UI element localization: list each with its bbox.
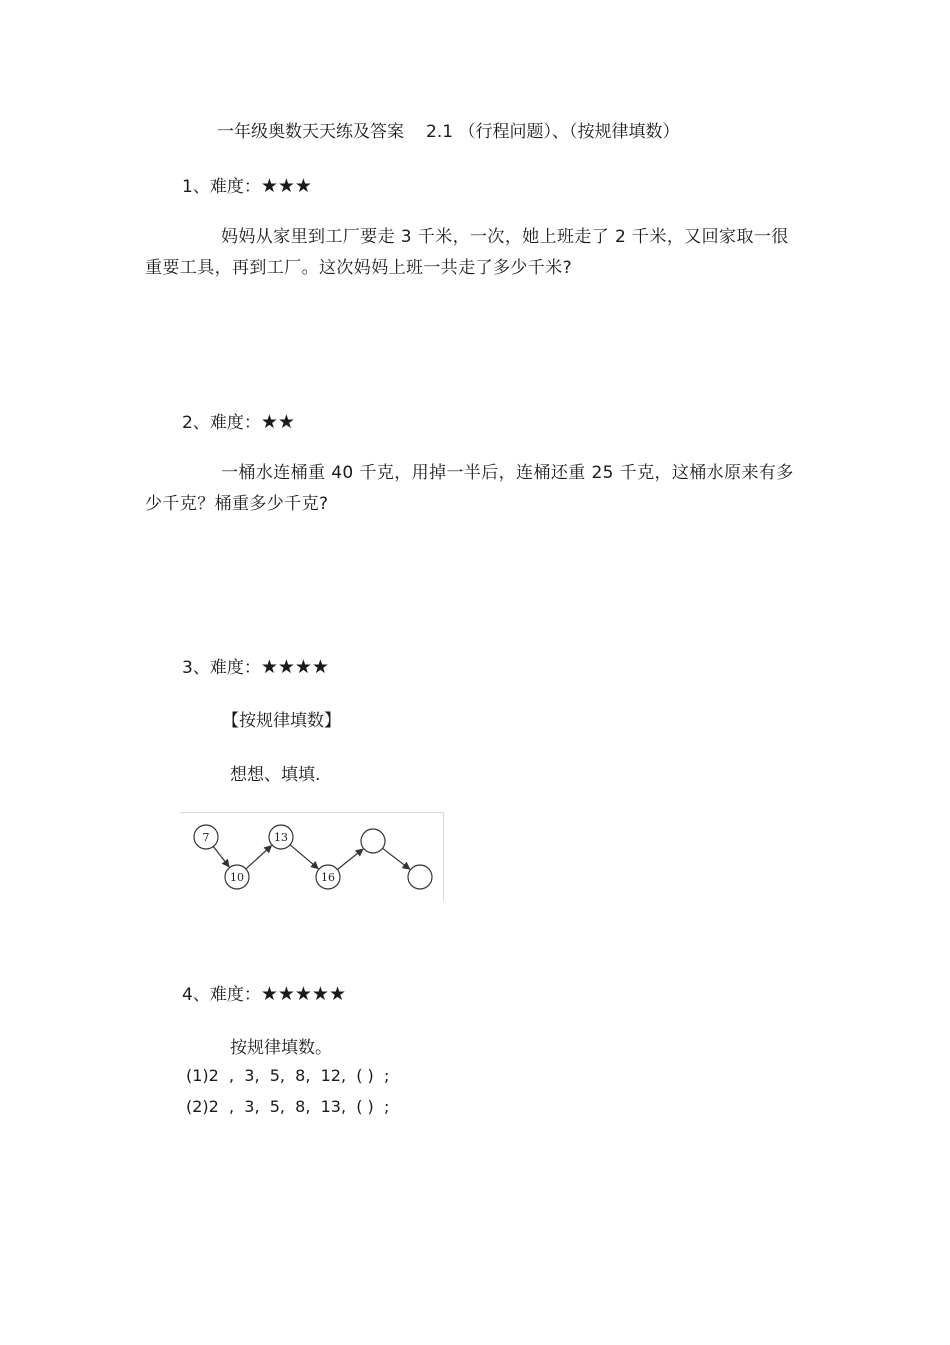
question-4-instruction: 按规律填数。: [230, 1038, 332, 1058]
difficulty-stars: ★★: [260, 411, 295, 433]
pattern-blank-node: [408, 865, 432, 889]
pattern-arrow: [213, 846, 229, 866]
question-3-heading: [182, 653, 329, 678]
pattern-blank-node: [361, 829, 385, 853]
question-2-heading: [182, 408, 295, 433]
pattern-arrow: [246, 846, 272, 869]
pattern-diagram: [180, 813, 443, 901]
question-4-label: 4、难度：: [182, 985, 261, 1005]
pattern-node-label: 10: [230, 871, 244, 884]
difficulty-stars: ★★★★★: [260, 983, 346, 1005]
pattern-arrow: [383, 848, 410, 869]
question-3-instruction: 想想、填填.: [230, 765, 321, 785]
question-2-text: 一桶水连桶重 40 千克，用掉一半后，连桶还重 25 千克，这桶水原来有多少千克？桶重多少千克?: [145, 463, 794, 514]
question-3-label: 3、难度：: [182, 658, 261, 678]
title-sub: 2.1 （行程问题）、（按规律填数）: [426, 122, 680, 142]
pattern-arrow: [337, 849, 362, 869]
title-main: 一年级奥数天天练及答案: [217, 122, 404, 142]
pattern-node-label: 16: [321, 871, 335, 884]
question-1-label: 1、难度：: [182, 177, 261, 197]
pattern-node-label: 7: [202, 831, 210, 844]
sequence-line-2: (2)2 , 3, 5, 8, 13, ( ) ;: [186, 1097, 390, 1116]
difficulty-stars: ★★★: [260, 175, 312, 197]
sequence-line-1: (1)2 , 3, 5, 8, 12, ( ) ;: [186, 1066, 390, 1085]
page-title: [217, 117, 679, 142]
question-4-heading: [182, 980, 346, 1005]
number-pattern-figure: [180, 812, 444, 901]
question-2-label: 2、难度：: [182, 413, 261, 433]
pattern-node-label: 13: [274, 831, 288, 844]
question-1-heading: [182, 172, 312, 197]
difficulty-stars: ★★★★: [260, 656, 329, 678]
pattern-arrow: [290, 845, 318, 869]
question-1-text: 妈妈从家里到工厂要走 3 千米，一次，她上班走了 2 千米，又回家取一很重要工具，再到工厂。这次妈妈上班一共走了多少千米?: [145, 227, 789, 278]
section-title: 【按规律填数】: [222, 711, 341, 731]
